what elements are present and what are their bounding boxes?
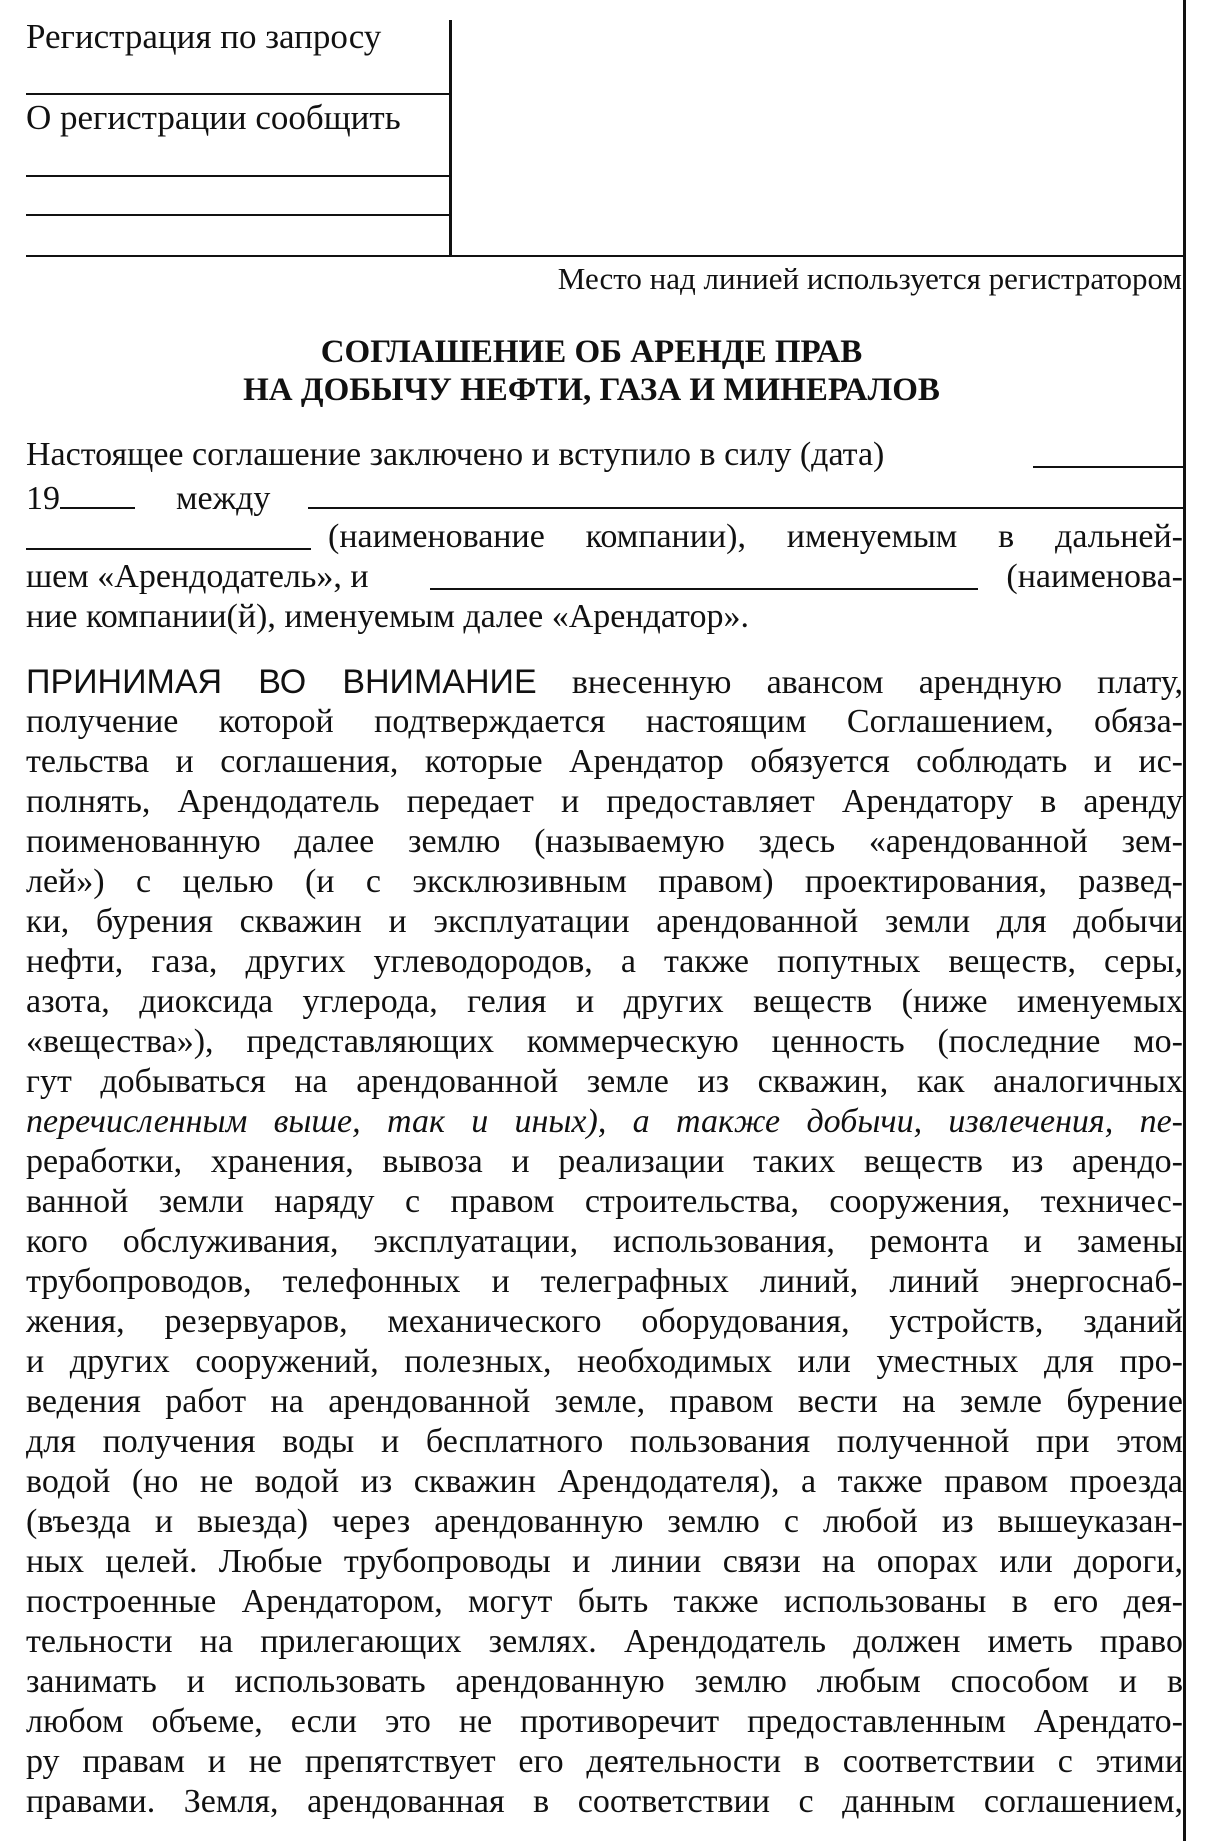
body-line-28: ру правам и не препятствует его деятельности в соответствии с этими — [26, 1743, 1183, 1780]
body-text: внесенную авансом арендную плату, — [571, 664, 1184, 701]
body-line-29: правами. Земля, арендованная в соответствии с данным соглашением, — [26, 1783, 1183, 1820]
intro-line-4 — [26, 560, 1183, 594]
intro-line-3 — [26, 520, 1183, 557]
body-line-27: любом объеме, если это не противоречит предоставленным Арендато- — [26, 1703, 1183, 1740]
registration-box-bottom-line — [26, 255, 1183, 257]
whereas-lead: ПРИНИМАЯ ВО ВНИМАНИЕ — [26, 663, 537, 701]
body-line-18: и других сооружений, полезных, необходимых или уместных для про- — [26, 1343, 1183, 1380]
registrar-note: Место над линией используется регистратором — [557, 261, 1182, 296]
body-line-15: кого обслуживания, эксплуатации, использования, ремонта и замены — [26, 1223, 1183, 1260]
body-line-25: тельности на прилегающих землях. Арендодатель должен иметь право — [26, 1623, 1183, 1660]
intro-line-5 — [26, 600, 1183, 634]
body-line-5: поименованную далее землю (называемую здесь «арендованной зем- — [26, 823, 1183, 860]
right-border-line — [1183, 0, 1186, 1841]
body-line-12: перечисленным выше, так и иных), а также добычи, извлечения, пе- — [26, 1103, 1183, 1140]
lessee-designation-text: ние компании(й), именуемым далее «Арендатор». — [26, 598, 749, 635]
body-line-1 — [26, 665, 1183, 700]
body-line-9: азота, диоксида углерода, гелия и других веществ (ниже именуемых — [26, 983, 1183, 1020]
body-line-11: гут добываться на арендованной земле из скважин, как аналогичных — [26, 1063, 1183, 1100]
body-line-24: построенные Арендатором, могут быть также использованы в его дея- — [26, 1583, 1183, 1620]
registration-box-line-2 — [26, 175, 451, 177]
registration-box-line-3 — [26, 214, 451, 216]
date-blank — [1033, 438, 1183, 468]
intro-line-1 — [26, 438, 1183, 472]
lessor-name-blank — [308, 479, 1183, 509]
year-prefix: 19 — [26, 480, 60, 517]
registration-on-request-label: Регистрация по запросу — [26, 17, 382, 56]
company-name-text: (наименование компании), именуемым в дальней- — [328, 518, 1183, 555]
body-line-20: для получения воды и бесплатного пользования полученной при этом — [26, 1423, 1183, 1460]
company-name-hyphen-text: (наименова- — [1006, 558, 1183, 595]
body-line-23: ных целей. Любые трубопроводы и линии связи на опорах или дороги, — [26, 1543, 1183, 1580]
lessor-designation-text: шем «Арендодатель», и — [26, 558, 369, 595]
registration-box-divider — [449, 20, 452, 257]
intro-date-text: Настоящее соглашение заключено и вступило в силу (дата) — [26, 436, 885, 473]
body-line-10: «вещества»), представляющих коммерческую ценность (последние мо- — [26, 1023, 1183, 1060]
body-line-13: реработки, хранения, вывоза и реализации таких веществ из арендо- — [26, 1143, 1183, 1180]
intro-line-2 — [26, 479, 1183, 516]
document-title-line-2: НА ДОБЫЧУ НЕФТИ, ГАЗА И МИНЕРАЛОВ — [243, 372, 940, 408]
body-line-17: жения, резервуаров, механического оборудования, устройств, зданий — [26, 1303, 1183, 1340]
body-line-4: полнять, Арендодатель передает и предоставляет Арендатору в аренду — [26, 783, 1183, 820]
body-line-6: лей») с целью (и с эксклюзивным правом) проектирования, развед- — [26, 863, 1183, 900]
lessee-name-blank — [430, 560, 978, 590]
registration-box-line-1 — [26, 93, 451, 95]
body-line-22: (въезда и выезда) через арендованную землю с любой из вышеуказан- — [26, 1503, 1183, 1540]
body-line-19: ведения работ на арендованной земле, правом вести на земле бурение — [26, 1383, 1183, 1420]
body-line-14: ванной земли наряду с правом строительства, сооружения, техничес- — [26, 1183, 1183, 1220]
document-title-line-1: СОГЛАШЕНИЕ ОБ АРЕНДЕ ПРАВ — [320, 334, 863, 370]
between-text: между — [176, 480, 271, 517]
body-line-2: получение которой подтверждается настоящим Соглашением, обяза- — [26, 703, 1183, 740]
body-line-3: тельства и соглашения, которые Арендатор обязуется соблюдать и ис- — [26, 743, 1183, 780]
body-line-16: трубопроводов, телефонных и телеграфных линий, линий энергоснаб- — [26, 1263, 1183, 1300]
body-line-7: ки, бурения скважин и эксплуатации арендованной земли для добычи — [26, 903, 1183, 940]
body-line-26: занимать и использовать арендованную землю любым способом и в — [26, 1663, 1183, 1700]
body-line-8: нефти, газа, других углеводородов, а также попутных веществ, серы, — [26, 943, 1183, 980]
body-line-21: водой (но не водой из скважин Арендодателя), а также правом проезда — [26, 1463, 1183, 1500]
lessor-name-blank-cont — [26, 520, 311, 550]
year-blank — [60, 479, 135, 509]
registration-notify-label: О регистрации сообщить — [26, 98, 401, 137]
